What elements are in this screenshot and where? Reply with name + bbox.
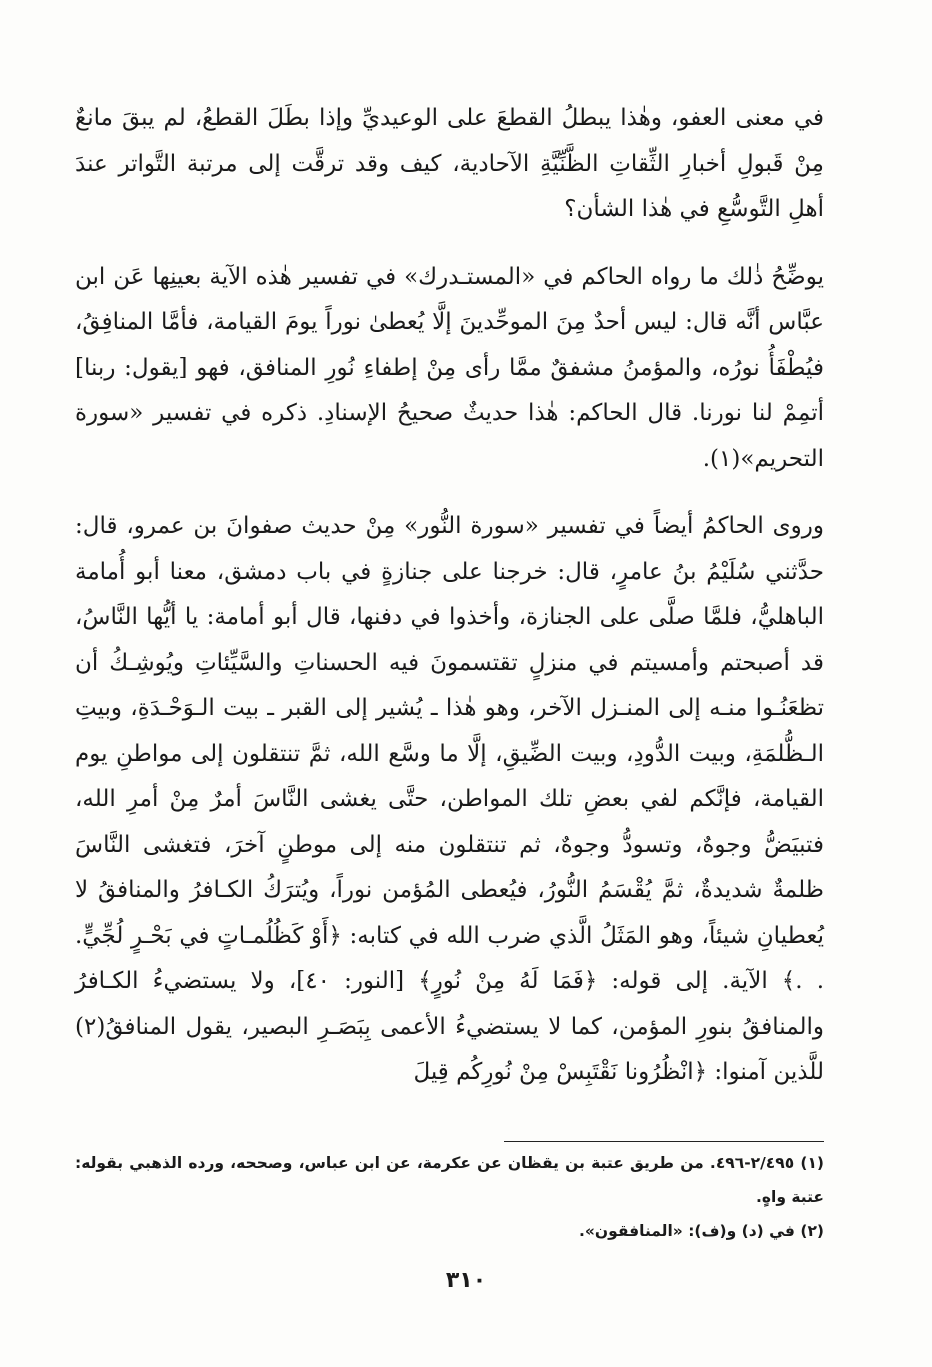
footnote-1: (١) ٢/٤٩٥-٤٩٦. من طريق عتبة بن يقظان عن عكرمة، عن ابن عباس، وصححه، ورده الذهبي بقوله: عتبة واهٍ. — [75, 1154, 825, 1206]
paragraph-1: في معنى العفو، وهٰذا يبطلُ القطعَ على الوعيديِّ وإذا بطَلَ القطعُ، لم يبقَ مانعٌ مِنْ قَبولِ أخبارِ الثِّقاتِ الظَّنِّيَّةِ الآحادية، كيف وقد ترقَّت إلى مرتبة التَّواتر عندَ أهلِ التَّوسُّعِ في هٰذا الشأن؟ — [75, 105, 824, 222]
paragraph-2: يوضِّحُ ذٰلك ما رواه الحاكم في «المستـدرك» في تفسير هٰذه الآية بعينِها عَن ابن عبَّاس أنَّه قال: ليس أحدٌ مِنَ الموحِّدينَ إلَّا يُعطىٰ نوراً يومَ القيامة، فأمَّا المنافِقُ، فيُطْفَأُ نورُه، والمؤمنُ مشفقٌ ممَّا رأى مِنْ إطفاءِ نُورِ المنافق، فهو [يقول: ربنا] أتمِمْ لنا نورنا. قال الحاكم: هٰذا حديثٌ صحيحُ الإسنادِ. ذكره في تفسير «سورة التحريم»(١). — [75, 263, 824, 472]
page-number: ٣١٠ — [445, 1268, 487, 1293]
body-text — [75, 96, 824, 1096]
footnote-2: (٢) في (د) و(ف): «المنافقون». — [578, 1222, 824, 1240]
footnotes — [75, 1146, 824, 1248]
footnote-separator — [504, 1141, 824, 1142]
paragraph-3: وروى الحاكمُ أيضاً في تفسير «سورة النُّور» مِنْ حديث صفوانَ بن عمرو، قال: حدَّثني سُلَيْمُ بنُ عامرٍ، قال: خرجنا على جنازةٍ في باب دمشق، معنا أبو أُمامة الباهليُّ، فلمَّا صلَّى على الجنازة، وأخذوا في دفنها، قال أبو أمامة: يا أيُّها النَّاسُ، قد أصبحتم وأمسيتم في منزلٍ تقتسمونَ فيه الحسناتِ والسَّيِّئاتِ ويُوشِـكُ أن تظعَنُـوا منـه إلى المنـزل الآخر، وهو هٰذا ـ يُشير إلى القبر ـ بيت الـوَحْـدَةِ، وبيتِ الـظُّلمَةِ، وبيت الدُّودِ، وبيت الضِّيقِ، إلَّا ما وسَّع الله، ثمَّ تنتقلون إلى مواطنِ يوم القيامة، فإنَّكم لفي بعضِ تلك المواطن، حتَّى يغشى النَّاسَ أمرٌ مِنْ أمرِ الله، فتبيَضُّ وجوهٌ، وتسودُّ وجوهٌ، ثم تنتقلون منه إلى موطنٍ آخرَ، فتغشى النَّاسَ ظلمةٌ شديدةٌ، ثمَّ يُقْسَمُ النُّورُ، فيُعطى المُؤمن نوراً، ويُترَكُ الكـافرُ والمنافقُ لا يُعطيانِ شيئاً، وهو المَثَلُ الَّذي ضرب الله في كتابه: ﴿أَوْ كَظُلُمـاتٍ في بَحْـرٍ لُجِّيٍّ. . .﴾ الآية. إلى قوله: ﴿فَمَا لَهُ مِنْ نُورٍ﴾ [النور: ٤٠]، ولا يستضيءُ الكـافرُ والمنافقُ بنورِ المؤمن، كما لا يستضيءُ الأعمى بِبَصَـرِ البصير، يقول المنافقُ(٢) للَّذين آمنوا: ﴿انْظُرُونا نَقْتَبِسْ مِنْ نُورِكُم قِيلَ — [75, 513, 825, 1085]
